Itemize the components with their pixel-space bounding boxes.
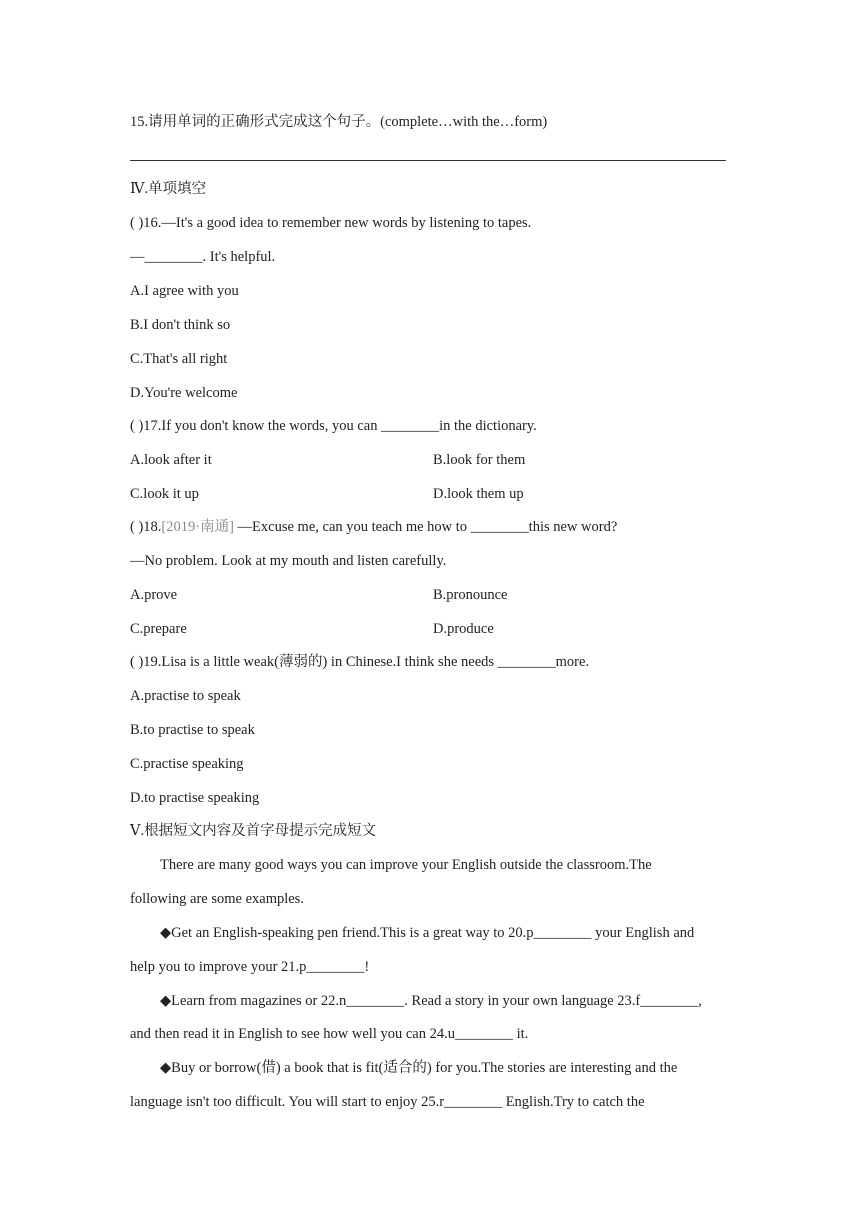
question-18-option-c: C.prepare bbox=[130, 621, 187, 637]
passage-line: ◆Learn from magazines or 22.n________. Read a story in your own language 23.f________, bbox=[160, 993, 702, 1009]
passage-line: There are many good ways you can improve your English outside the classroom.The bbox=[160, 857, 652, 873]
question-18-number: ( )18. bbox=[130, 519, 162, 535]
question-16-option-d: D.You're welcome bbox=[130, 385, 238, 401]
question-17-option-d: D.look them up bbox=[433, 486, 524, 502]
question-19-option-d: D.to practise speaking bbox=[130, 790, 260, 806]
passage-line: ◆Get an English-speaking pen friend.This is a great way to 20.p________ your English and bbox=[160, 925, 695, 941]
passage-line: following are some examples. bbox=[130, 891, 304, 907]
question-18-option-d: D.produce bbox=[433, 621, 494, 637]
question-18-option-b: B.pronounce bbox=[433, 587, 508, 603]
question-16-reply: —________. It's helpful. bbox=[130, 249, 276, 265]
question-16-option-a: A.I agree with you bbox=[130, 283, 239, 299]
question-18-stem bbox=[130, 517, 617, 537]
question-17-option-a: A.look after it bbox=[130, 452, 212, 468]
question-16-option-b: B.I don't think so bbox=[130, 317, 231, 333]
question-17-option-c: C.look it up bbox=[130, 486, 199, 502]
passage-line: ◆Buy or borrow(借) a book that is fit(适合的) for you.The stories are interesting and the bbox=[160, 1060, 678, 1076]
question-18-reply: —No problem. Look at my mouth and listen carefully. bbox=[130, 553, 447, 569]
question-17-option-b: B.look for them bbox=[433, 452, 526, 468]
section-5-heading: Ⅴ.根据短文内容及首字母提示完成短文 bbox=[130, 823, 377, 839]
question-19-option-a: A.practise to speak bbox=[130, 688, 241, 704]
passage-line: and then read it in English to see how well you can 24.u________ it. bbox=[130, 1026, 529, 1042]
answer-line bbox=[130, 160, 726, 161]
question-18-source-tag: [2019·南通] bbox=[161, 519, 234, 535]
question-19-option-b: B.to practise to speak bbox=[130, 722, 255, 738]
question-18-option-a: A.prove bbox=[130, 587, 178, 603]
passage-line: help you to improve your 21.p________! bbox=[130, 959, 370, 975]
question-19-option-c: C.practise speaking bbox=[130, 756, 244, 772]
question-16-stem: ( )16.—It's a good idea to remember new words by listening to tapes. bbox=[130, 215, 532, 231]
passage-line: language isn't too difficult. You will start to enjoy 25.r________ English.Try to catch the bbox=[130, 1094, 645, 1110]
question-18-text: —Excuse me, can you teach me how to ________this new word? bbox=[233, 519, 618, 535]
question-17-stem: ( )17.If you don't know the words, you can ________in the dictionary. bbox=[130, 418, 537, 434]
section-4-heading: Ⅳ.单项填空 bbox=[130, 181, 207, 197]
question-19-stem: ( )19.Lisa is a little weak(薄弱的) in Chinese.I think she needs ________more. bbox=[130, 654, 590, 670]
question-15: 15.请用单词的正确形式完成这个句子。(complete…with the…form) bbox=[130, 114, 548, 130]
question-16-option-c: C.That's all right bbox=[130, 351, 228, 367]
